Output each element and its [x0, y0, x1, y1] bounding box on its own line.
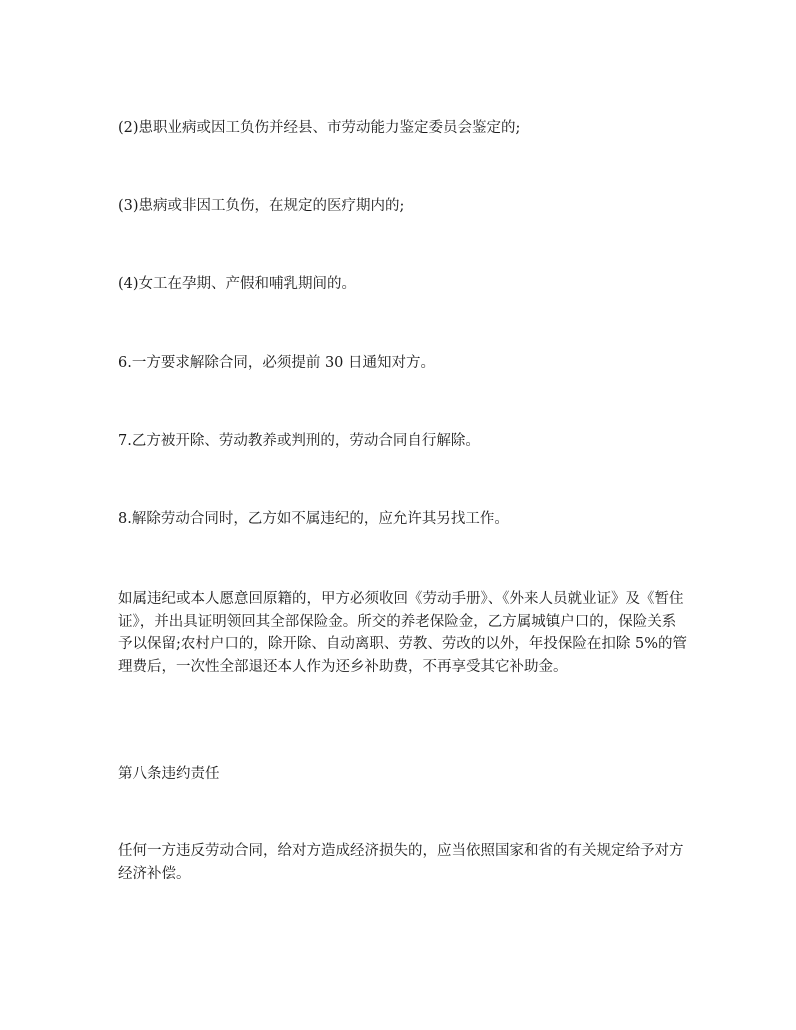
clause-item-4: (4)女工在孕期、产假和哺乳期间的。: [118, 276, 357, 292]
clause-item-2: (2)患职业病或因工负伤并经县、市劳动能力鉴定委员会鉴定的;: [118, 120, 521, 136]
clause-6: 6.一方要求解除合同，必须提前 30 日通知对方。: [118, 355, 436, 371]
violation-return-paragraph: 如属违纪或本人愿意回原籍的，甲方必须收回《劳动手册》、《外来人员就业证》及《暂住证》，并出具证明领回其全部保险金。所交的养老保险金，乙方属城镇户口的，保险关系予以保留;农村户口的，除开除、自动离职、劳教、劳改的以外，年投保险在扣除 5%的管理费后，一次性全部退还本人作为还乡补助费，不再享受其它补助金。: [118, 591, 687, 675]
clause-7: 7.乙方被开除、劳动教养或判刑的，劳动合同自行解除。: [118, 433, 480, 449]
breach-liability-paragraph: 任何一方违反劳动合同，给对方造成经济损失的，应当依照国家和省的有关规定给予对方经济补偿。: [118, 843, 684, 882]
clause-8: 8.解除劳动合同时，乙方如不属违纪的，应允许其另找工作。: [118, 511, 509, 527]
clause-item-3: (3)患病或非因工负伤，在规定的医疗期内的;: [118, 198, 405, 214]
article-8-heading: 第八条违约责任: [118, 766, 220, 782]
